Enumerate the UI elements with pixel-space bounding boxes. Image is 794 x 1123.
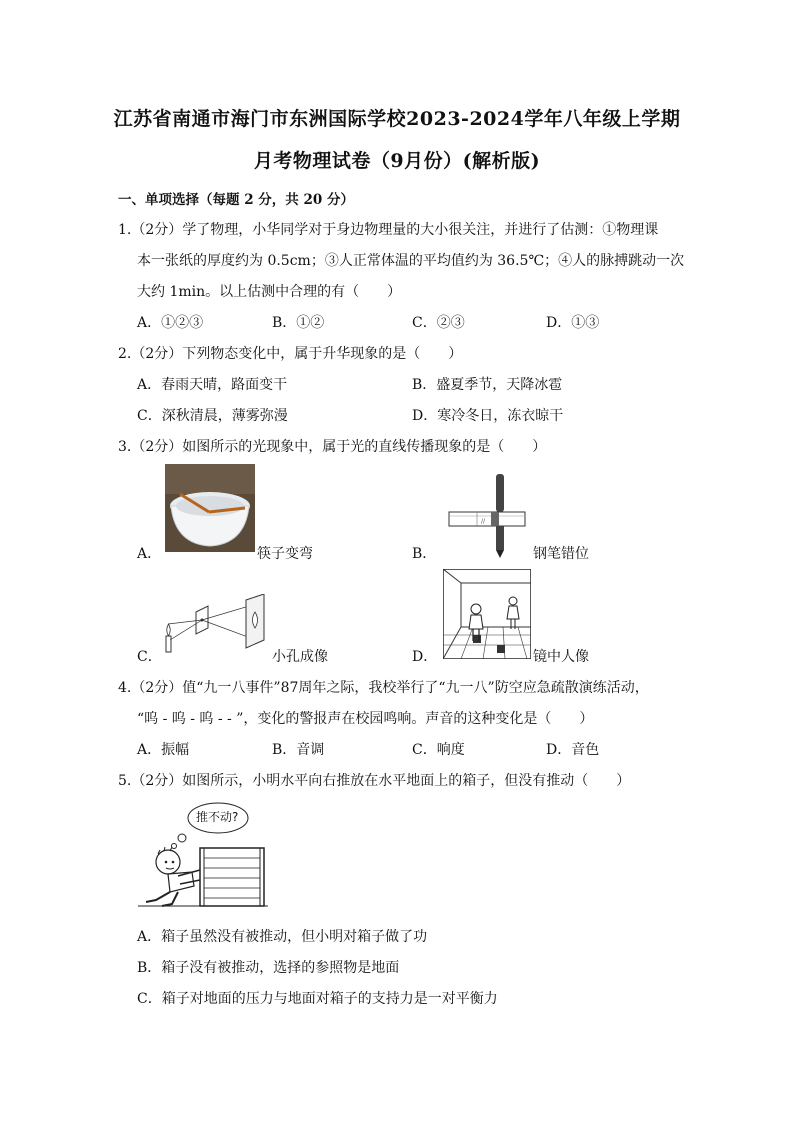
section-heading: 一、单项选择（每题 2 分，共 20 分） <box>118 192 354 208</box>
q4-option-a: A．振幅 <box>137 742 190 758</box>
q3-stem: 3.（2分）如图所示的光现象中，属于光的直线传播现象的是（ ） <box>118 439 547 455</box>
q3-option-c-letter: C． <box>137 649 162 665</box>
q1-line-2: 本一张纸的厚度约为 0.5cm；③人正常体温的平均值约为 36.5℃；④人的脉搏跳动一次 <box>137 253 685 269</box>
title-line-1: 江苏省南通市海门市东洲国际学校2023-2024学年八年级上学期 <box>113 108 681 130</box>
q4-option-b: B．音调 <box>272 742 325 758</box>
q1-option-d: D．①③ <box>546 315 600 331</box>
q5-option-c: C．箱子对地面的压力与地面对箱子的支持力是一对平衡力 <box>137 991 498 1007</box>
svg-text://: // <box>481 518 486 525</box>
q4-line-1: 4.（2分）值“九一八事件”87周年之际，我校举行了“九一八”防空应急疏散演练活动， <box>118 680 649 696</box>
q5-option-a: A．箱子虽然没有被推动，但小明对箱子做了功 <box>137 929 428 945</box>
pen-glass-block-figure <box>445 472 529 560</box>
q5-option-b: B．箱子没有被推动，选择的参照物是地面 <box>137 960 400 976</box>
q5-stem: 5.（2分）如图所示，小明水平向右推放在水平地面上的箱子，但没有推动（ ） <box>118 773 631 789</box>
q4-line-2: “呜 - 呜 - 呜 - - ”，变化的警报声在校园鸣响。声音的这种变化是（ ） <box>137 711 594 727</box>
mirror-image-figure <box>443 569 531 659</box>
q3-option-b-caption: 钢笔错位 <box>533 546 589 562</box>
q4-option-c: C．响度 <box>412 742 465 758</box>
q3-option-a-caption: 筷子变弯 <box>257 546 313 562</box>
bent-chopsticks-photo <box>165 464 255 552</box>
q2-option-b: B．盛夏季节，天降冰雹 <box>412 377 563 393</box>
q3-option-b-letter: B． <box>412 546 437 562</box>
q3-option-c-caption: 小孔成像 <box>272 649 328 665</box>
thought-bubble-text: 推不动? <box>196 810 239 824</box>
q4-option-d: D．音色 <box>546 742 600 758</box>
q1-option-b: B．①② <box>272 315 325 331</box>
q1-line-1: 1.（2分）学了物理，小华同学对于身边物理量的大小很关注，并进行了估测：①物理课 <box>118 222 659 238</box>
q1-option-a: A．①②③ <box>137 315 204 331</box>
q1-option-c: C．②③ <box>412 315 465 331</box>
q3-option-d-letter: D． <box>412 649 438 665</box>
q2-option-a: A．春雨天晴，路面变干 <box>137 377 288 393</box>
title-line-2: 月考物理试卷（9月份）(解析版) <box>253 150 541 172</box>
q1-line-3: 大约 1min。以上估测中合理的有（ ） <box>137 284 402 300</box>
q2-stem: 2.（2分）下列物态变化中，属于升华现象的是（ ） <box>118 346 463 362</box>
q3-option-d-caption: 镜中人像 <box>533 649 589 665</box>
q2-option-c: C．深秋清晨，薄雾弥漫 <box>137 408 288 424</box>
q3-option-a-letter: A． <box>137 546 162 562</box>
q2-option-d: D．寒冷冬日，冻衣晾干 <box>412 408 564 424</box>
pinhole-camera-figure <box>160 594 272 658</box>
